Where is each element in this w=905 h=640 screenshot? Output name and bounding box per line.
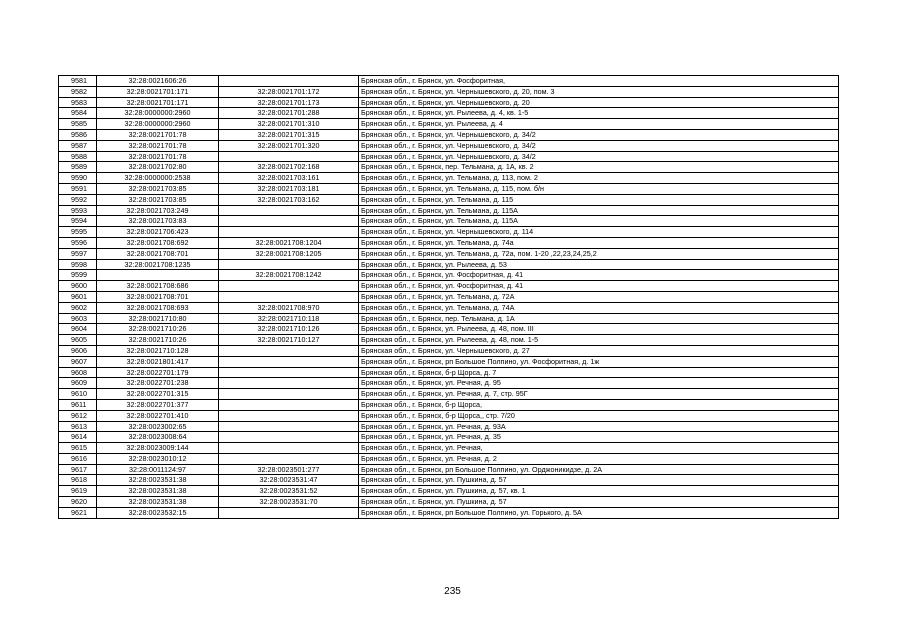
- related-cadastral-number-cell: [219, 421, 359, 432]
- related-cadastral-number-cell: [219, 443, 359, 454]
- row-number-cell: 9589: [59, 162, 97, 173]
- related-cadastral-number-cell: 32:28:0023501:277: [219, 464, 359, 475]
- cadastral-number-cell: 32:28:0021708:701: [97, 291, 219, 302]
- table-row: [59, 140, 839, 151]
- row-number-cell: 9621: [59, 507, 97, 518]
- address-cell: Брянская обл., г. Брянск, ул. Чернышевского, д. 20, пом. 3: [359, 86, 839, 97]
- related-cadastral-number-cell: 32:28:0021701:288: [219, 108, 359, 119]
- address-cell: Брянская обл., г. Брянск, ул. Тельмана, д. 115, пом. б/н: [359, 183, 839, 194]
- table-row: [59, 389, 839, 400]
- cadastral-number-cell: 32:28:0021701:78: [97, 129, 219, 140]
- related-cadastral-number-cell: [219, 76, 359, 87]
- cadastral-number-cell: [97, 270, 219, 281]
- related-cadastral-number-cell: 32:28:0021703:161: [219, 173, 359, 184]
- address-cell: Брянская обл., г. Брянск, рп Большое Полпино, ул. Горького, д. 5А: [359, 507, 839, 518]
- cadastral-number-cell: 32:28:0021701:78: [97, 140, 219, 151]
- cadastral-number-cell: 32:28:0023531:38: [97, 497, 219, 508]
- address-cell: Брянская обл., г. Брянск, ул. Рылеева, д. 48, пом. 1-5: [359, 335, 839, 346]
- row-number-cell: 9595: [59, 227, 97, 238]
- row-number-cell: 9583: [59, 97, 97, 108]
- table-row: [59, 475, 839, 486]
- cadastral-number-cell: 32:28:0021710:128: [97, 345, 219, 356]
- row-number-cell: 9604: [59, 324, 97, 335]
- cadastral-number-cell: 32:28:0021606:26: [97, 76, 219, 87]
- address-cell: Брянская обл., г. Брянск, ул. Тельмана, д. 74а: [359, 237, 839, 248]
- table-row: [59, 76, 839, 87]
- row-number-cell: 9594: [59, 216, 97, 227]
- related-cadastral-number-cell: 32:28:0023531:70: [219, 497, 359, 508]
- row-number-cell: 9607: [59, 356, 97, 367]
- address-cell: Брянская обл., г. Брянск, ул. Рылеева, д. 4: [359, 119, 839, 130]
- address-cell: Брянская обл., г. Брянск, рп Большое Полпино, ул. Фосфоритная, д. 1ж: [359, 356, 839, 367]
- address-cell: Брянская обл., г. Брянск, ул. Фосфоритная, д. 41: [359, 270, 839, 281]
- address-cell: Брянская обл., г. Брянск, пер. Тельмана, д. 1А, кв. 2: [359, 162, 839, 173]
- cadastral-number-cell: 32:28:0011124:97: [97, 464, 219, 475]
- related-cadastral-number-cell: [219, 356, 359, 367]
- row-number-cell: 9587: [59, 140, 97, 151]
- row-number-cell: 9612: [59, 410, 97, 421]
- related-cadastral-number-cell: [219, 432, 359, 443]
- row-number-cell: 9584: [59, 108, 97, 119]
- row-number-cell: 9613: [59, 421, 97, 432]
- table-row: [59, 270, 839, 281]
- row-number-cell: 9586: [59, 129, 97, 140]
- address-cell: Брянская обл., г. Брянск, ул. Фосфоритная, д. 41: [359, 281, 839, 292]
- address-cell: Брянская обл., г. Брянск, ул. Чернышевского, д. 114: [359, 227, 839, 238]
- table-row: [59, 237, 839, 248]
- table-row: [59, 432, 839, 443]
- address-cell: Брянская обл., г. Брянск, ул. Речная, д. 2: [359, 453, 839, 464]
- address-cell: Брянская обл., г. Брянск, ул. Тельмана, д. 72а, пом. 1-20 ,22,23,24,25,2: [359, 248, 839, 259]
- table-row: [59, 443, 839, 454]
- related-cadastral-number-cell: [219, 367, 359, 378]
- row-number-cell: 9617: [59, 464, 97, 475]
- address-cell: Брянская обл., г. Брянск, ул. Тельмана, д. 74А: [359, 302, 839, 313]
- cadastral-number-cell: 32:28:0023532:15: [97, 507, 219, 518]
- cadastral-number-cell: 32:28:0021701:171: [97, 97, 219, 108]
- row-number-cell: 9618: [59, 475, 97, 486]
- cadastral-number-cell: 32:28:0022701:238: [97, 378, 219, 389]
- row-number-cell: 9615: [59, 443, 97, 454]
- table-row: [59, 151, 839, 162]
- cadastral-number-cell: 32:28:0021703:85: [97, 183, 219, 194]
- table-row: [59, 313, 839, 324]
- cadastral-number-cell: 32:28:0021801:417: [97, 356, 219, 367]
- related-cadastral-number-cell: 32:28:0021703:181: [219, 183, 359, 194]
- table-row: [59, 367, 839, 378]
- row-number-cell: 9599: [59, 270, 97, 281]
- related-cadastral-number-cell: [219, 281, 359, 292]
- related-cadastral-number-cell: 32:28:0021701:173: [219, 97, 359, 108]
- registry-table-body: [59, 76, 839, 519]
- address-cell: Брянская обл., г. Брянск, ул. Рылеева, д. 4, кв. 1-5: [359, 108, 839, 119]
- address-cell: Брянская обл., г. Брянск, ул. Пушкина, д. 57, кв. 1: [359, 486, 839, 497]
- address-cell: Брянская обл., г. Брянск, ул. Тельмана, д. 72А: [359, 291, 839, 302]
- cadastral-number-cell: 32:28:0021708:693: [97, 302, 219, 313]
- address-cell: Брянская обл., г. Брянск, ул. Речная, д. 35: [359, 432, 839, 443]
- row-number-cell: 9605: [59, 335, 97, 346]
- cadastral-number-cell: 32:28:0023008:64: [97, 432, 219, 443]
- address-cell: Брянская обл., г. Брянск, ул. Пушкина, д. 57: [359, 475, 839, 486]
- related-cadastral-number-cell: 32:28:0021710:127: [219, 335, 359, 346]
- address-cell: Брянская обл., г. Брянск, ул. Тельмана, д. 115А: [359, 216, 839, 227]
- table-row: [59, 173, 839, 184]
- related-cadastral-number-cell: [219, 399, 359, 410]
- cadastral-number-cell: 32:28:0021708:1235: [97, 259, 219, 270]
- table-row: [59, 399, 839, 410]
- table-row: [59, 464, 839, 475]
- address-cell: Брянская обл., г. Брянск, ул. Чернышевского, д. 20: [359, 97, 839, 108]
- row-number-cell: 9596: [59, 237, 97, 248]
- row-number-cell: 9600: [59, 281, 97, 292]
- table-row: [59, 183, 839, 194]
- row-number-cell: 9601: [59, 291, 97, 302]
- table-row: [59, 216, 839, 227]
- row-number-cell: 9620: [59, 497, 97, 508]
- cadastral-number-cell: 32:28:0021706:423: [97, 227, 219, 238]
- related-cadastral-number-cell: 32:28:0021702:168: [219, 162, 359, 173]
- address-cell: Брянская обл., г. Брянск, рп Большое Полпино, ул. Орджоникидзе, д. 2А: [359, 464, 839, 475]
- cadastral-number-cell: 32:28:0021710:26: [97, 324, 219, 335]
- related-cadastral-number-cell: 32:28:0021708:1204: [219, 237, 359, 248]
- related-cadastral-number-cell: [219, 227, 359, 238]
- row-number-cell: 9614: [59, 432, 97, 443]
- cadastral-number-cell: 32:28:0021701:171: [97, 86, 219, 97]
- row-number-cell: 9593: [59, 205, 97, 216]
- address-cell: Брянская обл., г. Брянск, ул. Пушкина, д. 57: [359, 497, 839, 508]
- address-cell: Брянская обл., г. Брянск, ул. Речная,: [359, 443, 839, 454]
- table-row: [59, 324, 839, 335]
- table-row: [59, 86, 839, 97]
- row-number-cell: 9603: [59, 313, 97, 324]
- related-cadastral-number-cell: [219, 507, 359, 518]
- related-cadastral-number-cell: 32:28:0021701:310: [219, 119, 359, 130]
- related-cadastral-number-cell: [219, 378, 359, 389]
- cadastral-number-cell: 32:28:0022701:377: [97, 399, 219, 410]
- related-cadastral-number-cell: 32:28:0021708:1205: [219, 248, 359, 259]
- table-row: [59, 205, 839, 216]
- address-cell: Брянская обл., г. Брянск, ул. Фосфоритная,: [359, 76, 839, 87]
- table-row: [59, 248, 839, 259]
- cadastral-number-cell: 32:28:0021710:80: [97, 313, 219, 324]
- address-cell: Брянская обл., г. Брянск, ул. Тельмана, д. 113, пом. 2: [359, 173, 839, 184]
- related-cadastral-number-cell: 32:28:0021710:126: [219, 324, 359, 335]
- row-number-cell: 9606: [59, 345, 97, 356]
- table-row: [59, 378, 839, 389]
- address-cell: Брянская обл., г. Брянск, ул. Рылеева, д. 53: [359, 259, 839, 270]
- table-row: [59, 281, 839, 292]
- table-row: [59, 453, 839, 464]
- row-number-cell: 9608: [59, 367, 97, 378]
- address-cell: Брянская обл., г. Брянск, ул. Чернышевского, д. 34/2: [359, 129, 839, 140]
- related-cadastral-number-cell: 32:28:0021701:320: [219, 140, 359, 151]
- cadastral-number-cell: 32:28:0021710:26: [97, 335, 219, 346]
- row-number-cell: 9591: [59, 183, 97, 194]
- related-cadastral-number-cell: 32:28:0021703:162: [219, 194, 359, 205]
- related-cadastral-number-cell: 32:28:0021708:1242: [219, 270, 359, 281]
- table-row: [59, 108, 839, 119]
- related-cadastral-number-cell: 32:28:0021701:315: [219, 129, 359, 140]
- cadastral-number-cell: 32:28:0021708:692: [97, 237, 219, 248]
- cadastral-number-cell: 32:28:0023531:38: [97, 475, 219, 486]
- table-row: [59, 497, 839, 508]
- table-row: [59, 194, 839, 205]
- table-row: [59, 97, 839, 108]
- table-row: [59, 421, 839, 432]
- row-number-cell: 9619: [59, 486, 97, 497]
- related-cadastral-number-cell: [219, 205, 359, 216]
- cadastral-number-cell: 32:28:0023010:12: [97, 453, 219, 464]
- related-cadastral-number-cell: [219, 291, 359, 302]
- related-cadastral-number-cell: [219, 453, 359, 464]
- cadastral-registry-table: [58, 75, 839, 519]
- related-cadastral-number-cell: [219, 259, 359, 270]
- cadastral-number-cell: 32:28:0023009:144: [97, 443, 219, 454]
- address-cell: Брянская обл., г. Брянск, б-р Щорса,: [359, 399, 839, 410]
- related-cadastral-number-cell: 32:28:0023531:47: [219, 475, 359, 486]
- row-number-cell: 9582: [59, 86, 97, 97]
- cadastral-number-cell: 32:28:0000000:2538: [97, 173, 219, 184]
- cadastral-number-cell: 32:28:0021703:249: [97, 205, 219, 216]
- address-cell: Брянская обл., г. Брянск, ул. Речная, д. 7, стр. 95Г: [359, 389, 839, 400]
- row-number-cell: 9592: [59, 194, 97, 205]
- related-cadastral-number-cell: 32:28:0021710:118: [219, 313, 359, 324]
- cadastral-number-cell: 32:28:0021703:83: [97, 216, 219, 227]
- row-number-cell: 9585: [59, 119, 97, 130]
- related-cadastral-number-cell: [219, 345, 359, 356]
- address-cell: Брянская обл., г. Брянск, б-р Щорса, д. 7: [359, 367, 839, 378]
- cadastral-number-cell: 32:28:0000000:2960: [97, 108, 219, 119]
- row-number-cell: 9581: [59, 76, 97, 87]
- row-number-cell: 9590: [59, 173, 97, 184]
- cadastral-number-cell: 32:28:0022701:179: [97, 367, 219, 378]
- cadastral-number-cell: 32:28:0000000:2960: [97, 119, 219, 130]
- address-cell: Брянская обл., г. Брянск, ул. Чернышевского, д. 34/2: [359, 151, 839, 162]
- cadastral-number-cell: 32:28:0021708:686: [97, 281, 219, 292]
- row-number-cell: 9611: [59, 399, 97, 410]
- address-cell: Брянская обл., г. Брянск, ул. Речная, д. 95: [359, 378, 839, 389]
- cadastral-number-cell: 32:28:0022701:315: [97, 389, 219, 400]
- address-cell: Брянская обл., г. Брянск, ул. Чернышевского, д. 34/2: [359, 140, 839, 151]
- cadastral-number-cell: 32:28:0023002:65: [97, 421, 219, 432]
- row-number-cell: 9609: [59, 378, 97, 389]
- table-row: [59, 335, 839, 346]
- table-row: [59, 119, 839, 130]
- address-cell: Брянская обл., г. Брянск, б-р Щорса,, стр. 7/20: [359, 410, 839, 421]
- table-row: [59, 356, 839, 367]
- table-row: [59, 129, 839, 140]
- cadastral-number-cell: 32:28:0023531:38: [97, 486, 219, 497]
- address-cell: Брянская обл., г. Брянск, пер. Тельмана, д. 1А: [359, 313, 839, 324]
- related-cadastral-number-cell: 32:28:0021708:970: [219, 302, 359, 313]
- table-row: [59, 227, 839, 238]
- table-row: [59, 507, 839, 518]
- row-number-cell: 9616: [59, 453, 97, 464]
- address-cell: Брянская обл., г. Брянск, ул. Чернышевского, д. 27: [359, 345, 839, 356]
- related-cadastral-number-cell: [219, 216, 359, 227]
- cadastral-number-cell: 32:28:0022701:410: [97, 410, 219, 421]
- address-cell: Брянская обл., г. Брянск, ул. Тельмана, д. 115: [359, 194, 839, 205]
- table-row: [59, 259, 839, 270]
- related-cadastral-number-cell: [219, 410, 359, 421]
- table-row: [59, 162, 839, 173]
- table-row: [59, 410, 839, 421]
- table-row: [59, 345, 839, 356]
- address-cell: Брянская обл., г. Брянск, ул. Речная, д. 93А: [359, 421, 839, 432]
- row-number-cell: 9610: [59, 389, 97, 400]
- cadastral-number-cell: 32:28:0021702:80: [97, 162, 219, 173]
- row-number-cell: 9602: [59, 302, 97, 313]
- related-cadastral-number-cell: 32:28:0023531:52: [219, 486, 359, 497]
- related-cadastral-number-cell: [219, 151, 359, 162]
- table-row: [59, 302, 839, 313]
- related-cadastral-number-cell: 32:28:0021701:172: [219, 86, 359, 97]
- cadastral-number-cell: 32:28:0021708:701: [97, 248, 219, 259]
- cadastral-number-cell: 32:28:0021701:78: [97, 151, 219, 162]
- related-cadastral-number-cell: [219, 389, 359, 400]
- table-row: [59, 291, 839, 302]
- page-number: 235: [444, 586, 461, 597]
- table-row: [59, 486, 839, 497]
- address-cell: Брянская обл., г. Брянск, ул. Рылеева, д. 48, пом. III: [359, 324, 839, 335]
- address-cell: Брянская обл., г. Брянск, ул. Тельмана, д. 115А: [359, 205, 839, 216]
- row-number-cell: 9588: [59, 151, 97, 162]
- row-number-cell: 9598: [59, 259, 97, 270]
- cadastral-number-cell: 32:28:0021703:85: [97, 194, 219, 205]
- row-number-cell: 9597: [59, 248, 97, 259]
